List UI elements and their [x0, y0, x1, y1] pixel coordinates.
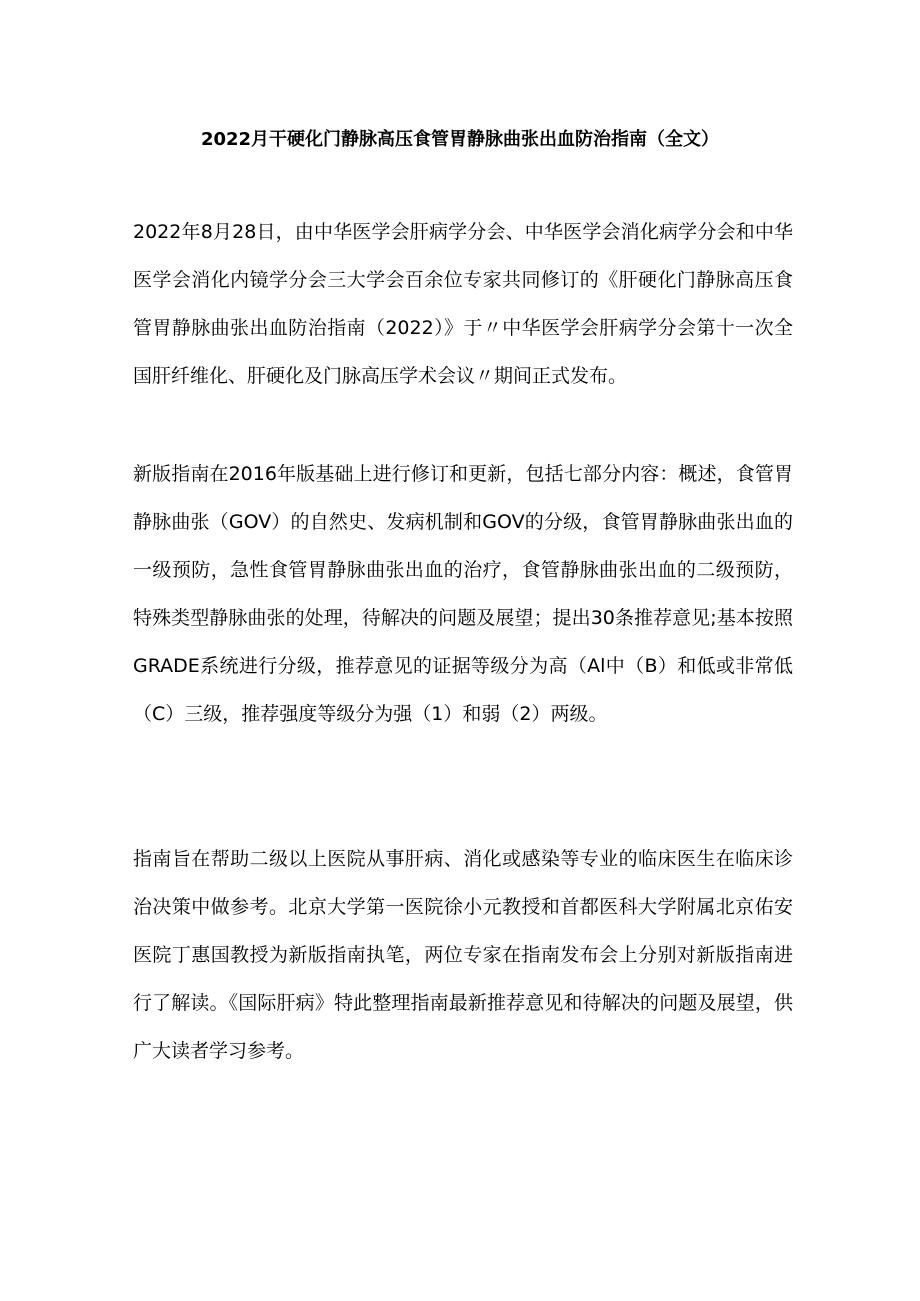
paragraph-release-announcement: 2022年8月28日，由中华医学会肝病学分会、中华医学会消化病学分会和中华医学会消化内镜学分会三大学会百余位专家共同修订的《肝硬化门静脉高压食管胃静脉曲张出血防治指南（2022）》于〃中华医学会肝病学分会第十一次全国肝纤维化、肝硬化及门脉高压学术会议〃期间正式发布。 — [133, 221, 793, 387]
document-title: 2022月干硬化门静脉高压食管胃静脉曲张出血防治指南（全文） — [200, 129, 720, 150]
paragraph-guideline-contents: 新版指南在2016年版基础上进行修订和更新，包括七部分内容：概述，食管胃静脉曲张（GOV）的自然史、发病机制和GOV的分级，食管胃静脉曲张出血的一级预防，急性食管胃静脉曲张出血的治疗，食管静脉曲张出血的二级预防，特殊类型静脉曲张的处理，待解决的问题及展望；提出30条推荐意见;基本按照GRADE系统进行分级，推荐意见的证据等级分为高（Al中（B）和低或非常低（C）三级，推荐强度等级分为强（1）和弱（2）两级。 — [133, 463, 793, 725]
paragraph-guideline-purpose: 指南旨在帮助二级以上医院从事肝病、消化或感染等专业的临床医生在临床诊治决策中做参考。北京大学第一医院徐小元教授和首都医科大学附属北京佑安医院丁惠国教授为新版指南执笔，两位专家在指南发布会上分别对新版指南进行了解读。《国际肝病》特此整理指南最新推荐意见和待解决的问题及展望，供广大读者学习参考。 — [133, 848, 793, 1062]
